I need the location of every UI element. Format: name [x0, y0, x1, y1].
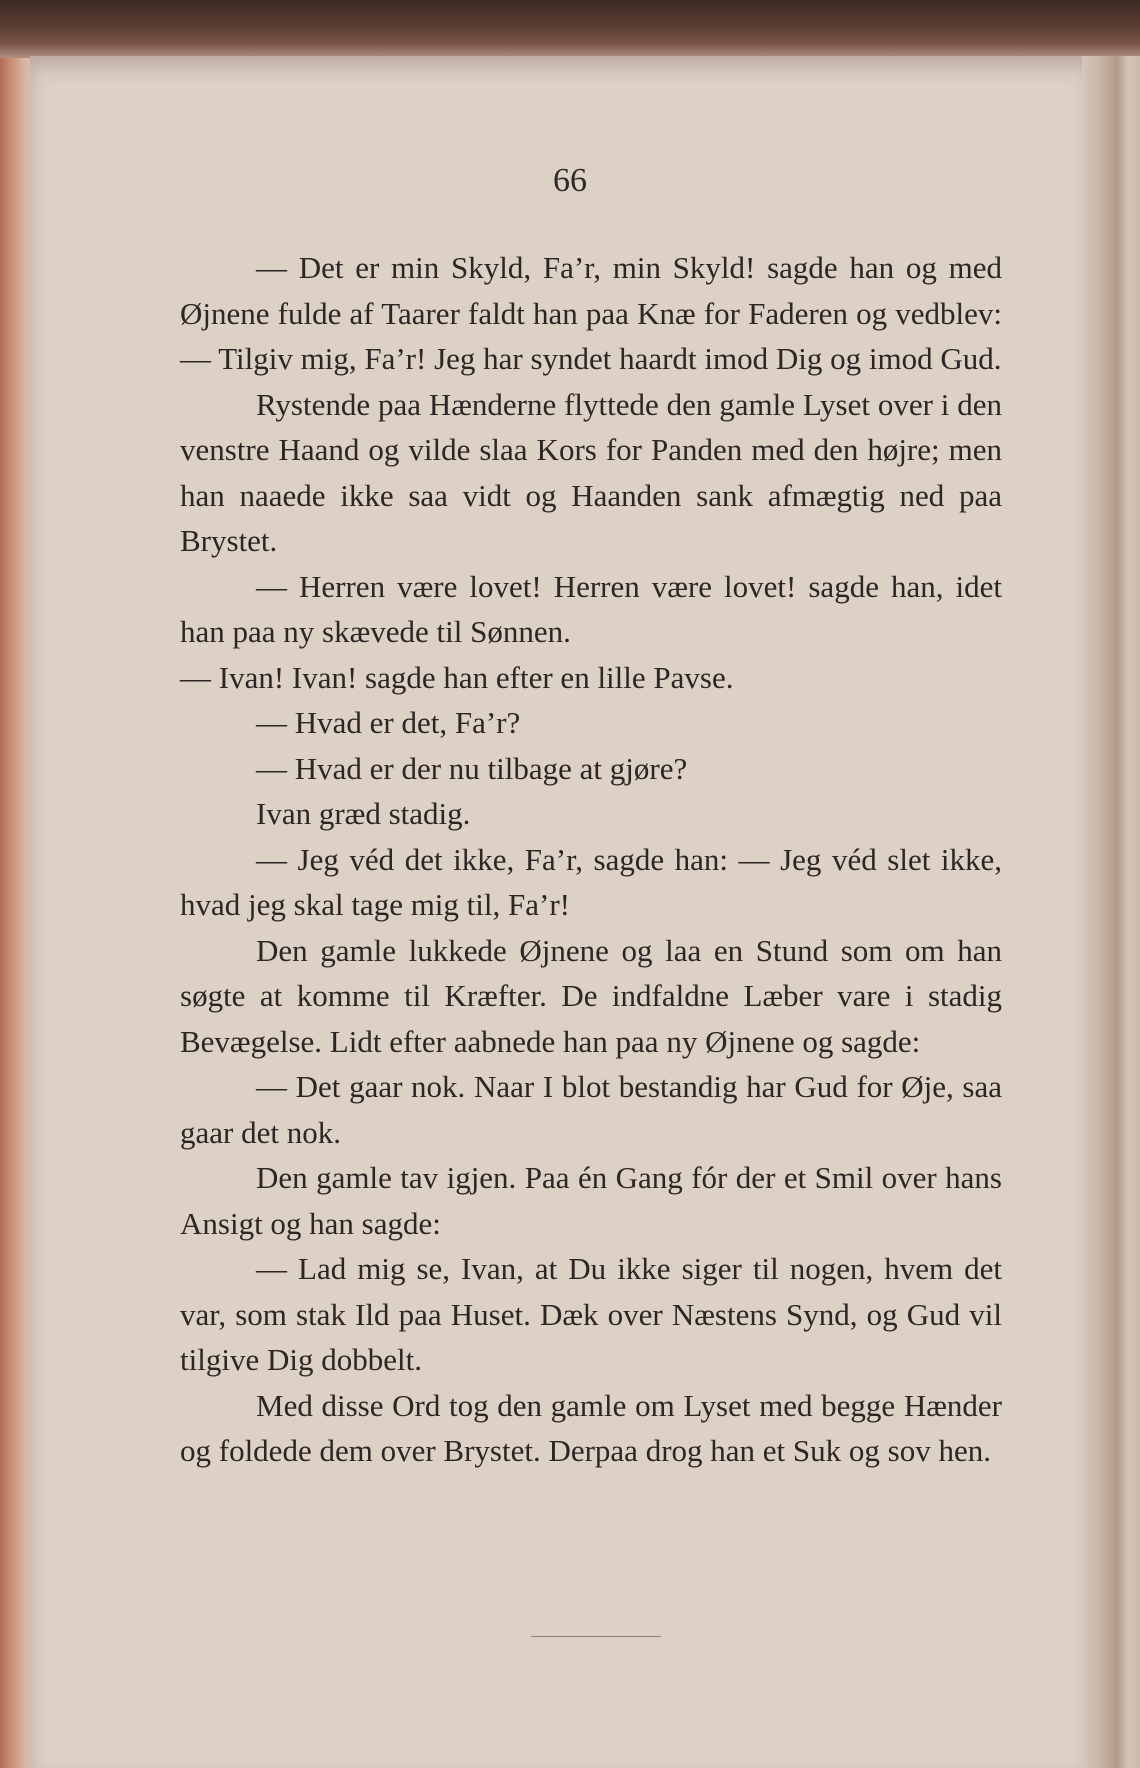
paragraph: — Herren være lovet! Herren være lovet! sagde han, idet han paa ny skævede til Sønnen.	[180, 568, 1002, 649]
paragraph: — Lad mig se, Ivan, at Du ikke siger til nogen, hvem det var, som stak Ild paa Huset. Dæk over Næstens Synd, og Gud vil tilgive Dig dobbelt.	[180, 1251, 1002, 1377]
paragraph: — Hvad er der nu tilbage at gjøre?	[256, 750, 688, 786]
paragraph: — Hvad er det, Fa’r?	[256, 705, 521, 740]
paragraph: Ivan græd stadig.	[256, 796, 471, 831]
paragraph: — Det gaar nok. Naar I blot bestandig har Gud for Øje, saa gaar det nok.	[180, 1069, 1002, 1150]
paragraph: — Jeg véd det ikke, Fa’r, sagde han: — Jeg véd slet ikke, hvad jeg skal tage mig til, Fa’r!	[180, 841, 1002, 922]
paragraph: Den gamle tav igjen. Paa én Gang fór der et Smil over hans Ansigt og han sagde:	[180, 1160, 1002, 1241]
book-binding	[0, 0, 1140, 58]
page-number: 66	[553, 162, 587, 199]
paragraph: — Det er min Skyld, Fa’r, min Skyld! sagde han og med Øjnene fulde af Taarer faldt han paa Knæ for Faderen og vedblev: — Tilgiv mig, Fa’r! Jeg har syndet haardt imod Dig og imod Gud.	[180, 250, 1002, 376]
paragraph: — Ivan! Ivan! sagde han efter en lille Pavse.	[180, 659, 734, 695]
section-separator	[531, 1636, 661, 1637]
paragraph: Rystende paa Hænderne flyttede den gamle Lyset over i den venstre Haand og vilde slaa Kors for Panden med den højre; men han naaede ikke saa vidt og Haanden sank afmægtig ned paa Brystet.	[180, 386, 1002, 558]
page-edge	[1082, 56, 1140, 1768]
body-text	[180, 245, 1002, 1474]
paragraph: Den gamle lukkede Øjnene og laa en Stund som om han søgte at komme til Kræfter. De indfaldne Læber vare i stadig Bevægelse. Lidt efter aabnede han paa ny Øjnene og sagde:	[180, 932, 1002, 1059]
paragraph: Med disse Ord tog den gamle om Lyset med begge Hænder og foldede dem over Brystet. Derpaa drog han et Suk og sov hen.	[180, 1387, 1002, 1468]
